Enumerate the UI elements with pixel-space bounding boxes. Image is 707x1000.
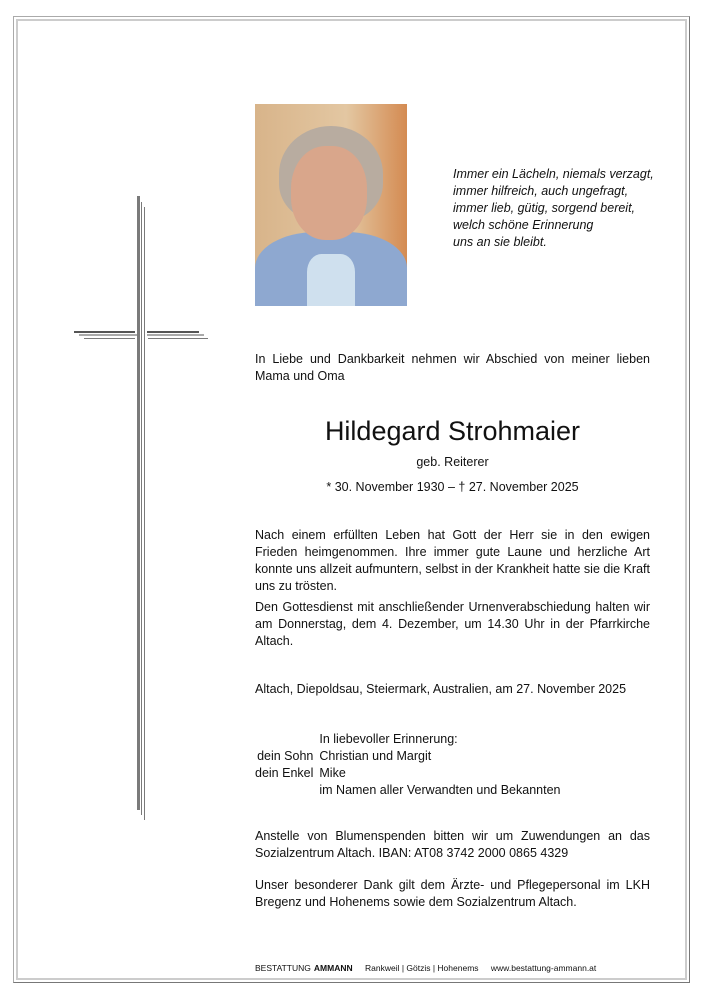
poem-line: Immer ein Lächeln, niemals verzagt, [453,167,654,181]
brand-name: AMMANN [313,963,353,973]
intro-text: In Liebe und Dankbarkeit nehmen wir Abschied von meiner lieben Mama und Oma [255,352,650,383]
relation: dein Sohn [257,749,314,763]
locations: Rankweil | Götzis | Hohenems [364,963,479,973]
mourner-names: Mike [319,766,346,780]
maiden-name: geb. Reiterer [416,455,489,469]
poem-line: uns an sie bleibt. [453,235,547,249]
poem-line: welch schöne Erinnerung [453,218,594,232]
place-date: Altach, Diepoldsau, Steiermark, Australien, am 27. November 2025 [255,682,627,696]
mourner-names: Christian und Margit [319,749,432,763]
brand-prefix: BESTATTUNG [255,963,311,973]
thanks-text: Unser besonderer Dank gilt dem Ärzte- und Pflegepersonal im LKH Bregenz und Hohenems sowie dem Sozialzentrum Altach. [255,878,650,909]
deceased-name: Hildegard Strohmaier [324,416,581,446]
poem-line: immer hilfreich, auch ungefragt, [453,184,629,198]
mourners-heading: In liebevoller Erinnerung: [319,732,458,746]
portrait-photo [255,104,407,306]
funeral-home-brand [255,963,353,973]
mourners [255,731,650,799]
life-dates: * 30. November 1930 – † 27. November 2025 [326,480,579,494]
relation-spacer [255,731,313,748]
footer [255,963,606,973]
donation-text: Anstelle von Blumenspenden bitten wir um Zuwendungen an das Sozialzentrum Altach. IBAN: AT08 3742 2000 0865 4329 [255,829,650,860]
paragraph-service: Den Gottesdienst mit anschließender Urnenverabschiedung halten wir am Donnerstag, dem 4. Dezember, um 14.30 Uhr in der Pfarrkirche Altach. [255,600,650,648]
notice-body [255,351,650,911]
website-link[interactable]: www.bestattung-ammann.at [490,963,597,973]
mourners-closing: im Namen aller Verwandten und Bekannten [319,783,561,797]
poem-line: immer lieb, gütig, sorgend bereit, [453,201,636,215]
relation: dein Enkel [255,766,314,780]
paragraph-farewell: Nach einem erfüllten Leben hat Gott der Herr sie in den ewigen Frieden heimgenommen. Ihre immer gute Laune und herzliche Art konnte uns allzeit aufmuntern, selbst in der Krankheit hatte sie die Kraft uns zu trösten. [255,528,650,593]
poem [453,166,685,251]
relation-spacer [255,782,313,799]
